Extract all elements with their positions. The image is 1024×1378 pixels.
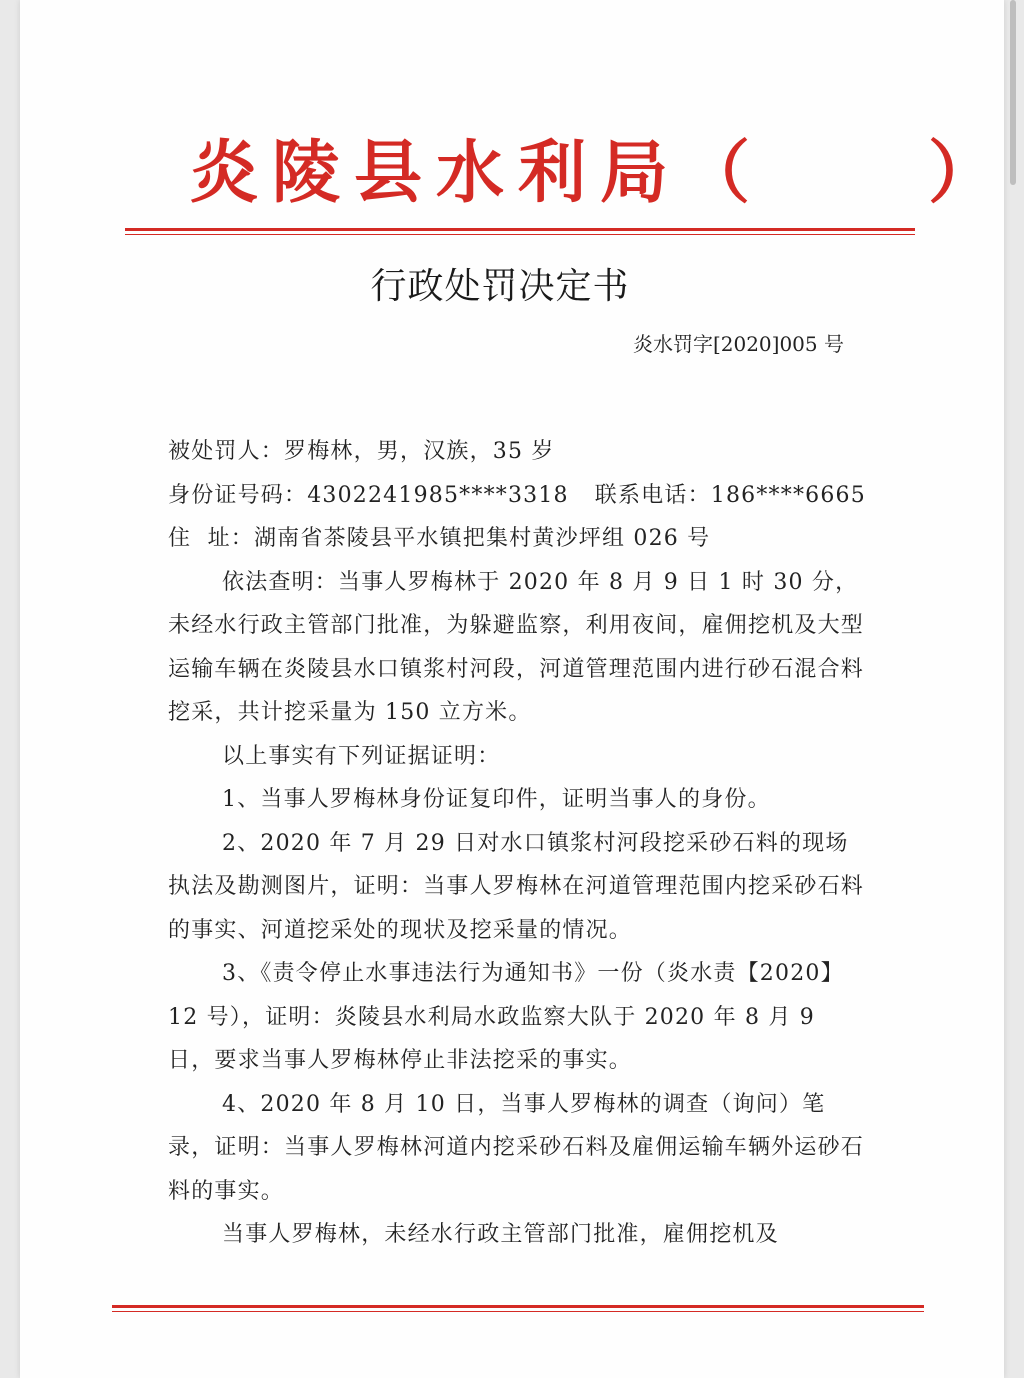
- party-phone: 联系电话：186****6665: [594, 482, 866, 508]
- finding-paragraph: 依法查明：当事人罗梅林于 2020 年 8 月 9 日 1 时 30 分，未经水行政主管部门批准，为躲避监察，利用夜间，雇佣挖机及大型运输车辆在炎陵县水口镇浆村河段，河道管理范围内进行砂石混合料挖采，共计挖采量为 150 立方米。: [168, 569, 865, 725]
- party-address-line: 住 址：湖南省茶陵县平水镇把集村黄沙坪组 026 号: [168, 526, 711, 551]
- evidence-intro: 以上事实有下列证据证明：: [222, 743, 501, 769]
- org-header-title: 炎陵县水利局（ ）: [190, 133, 1011, 213]
- document-number: 炎水罚字[2020]005 号: [632, 332, 844, 356]
- header-red-rule: [125, 228, 915, 231]
- document-body: [168, 430, 868, 1257]
- evidence-item-2: 2、2020 年 7 月 29 日对水口镇浆村河段挖采砂石料的现场执法及勘测图片，证明：当事人罗梅林在河道管理范围内挖采砂石料的事实、河道挖采处的现状及挖采量的情况。: [168, 830, 865, 943]
- scrollbar-thumb[interactable]: [1010, 0, 1016, 185]
- party-name-line: 被处罚人：罗梅林，男，汉族，35 岁: [168, 439, 555, 464]
- document-title: 行政处罚决定书: [370, 266, 630, 307]
- evidence-item-1: 1、当事人罗梅林身份证复印件，证明当事人的身份。: [222, 787, 771, 812]
- evidence-item-4: 4、2020 年 8 月 10 日，当事人罗梅林的调查（询问）笔录，证明：当事人罗梅林河道内挖采砂石料及雇佣运输车辆外运砂石料的事实。: [168, 1091, 865, 1204]
- footer-red-rule-thin: [112, 1311, 924, 1312]
- header-red-rule-thin: [125, 234, 915, 235]
- document-page: [20, 0, 1011, 1378]
- evidence-item-3: 3、《责令停止水事违法行为通知书》一份（炎水责【2020】12 号），证明：炎陵县水利局水政监察大队于 2020 年 8 月 9 日，要求当事人罗梅林停止非法挖采的事实。: [168, 961, 844, 1073]
- footer-red-rule: [112, 1305, 924, 1308]
- conclusion-paragraph: 当事人罗梅林，未经水行政主管部门批准，雇佣挖机及: [222, 1222, 779, 1247]
- party-id: 身份证号码：4302241985****3318: [168, 482, 569, 508]
- party-id-phone-line: [168, 474, 868, 518]
